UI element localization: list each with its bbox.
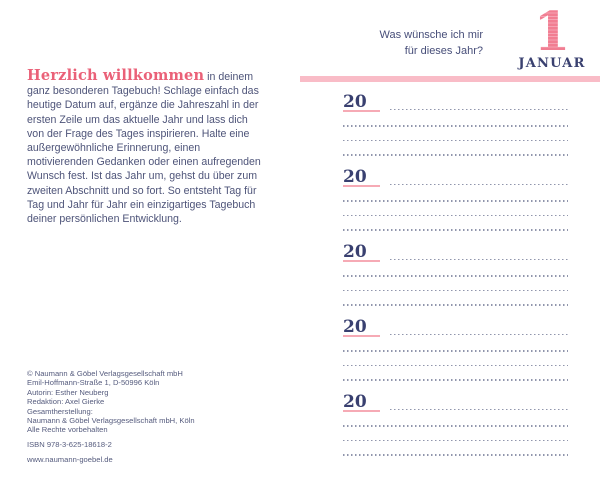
entry-line xyxy=(343,425,568,427)
year-entry-block xyxy=(343,392,568,458)
entry-line xyxy=(343,125,568,127)
welcome-heading: Herzlich willkommen xyxy=(27,67,205,84)
entry-line xyxy=(343,215,568,217)
date-block xyxy=(518,1,586,71)
year-entry-block xyxy=(343,242,568,308)
entry-line xyxy=(343,350,568,352)
year-entry-block xyxy=(343,92,568,158)
imprint-line: Naumann & Göbel Verlagsgesellschaft mbH, Köln xyxy=(27,416,195,426)
daily-question-line: Was wünsche ich mir xyxy=(379,29,483,41)
imprint-line: Redaktion: Axel Gierke xyxy=(27,397,105,407)
year-prefix: 20 xyxy=(343,320,380,337)
header-rule xyxy=(300,76,600,82)
daily-question-line: für dieses Jahr? xyxy=(404,44,483,57)
welcome-paragraph xyxy=(27,69,265,226)
year-entry-block xyxy=(343,167,568,233)
welcome-text: in deinem ganz besonderen Tagebuch! Schlage einfach das heutige Datum auf, ergänze die Jahreszahl in der ersten Zeile um das aktuelle Jahr und lass dich von der Frage des Tages inspirieren. Halte eine außergewöhnliche Erinnerung, einen motivierenden Gedanken oder einen aufregenden Wunsch fest. Ist das Jahr um, gehst du über zum zweiten Abschnitt und so fort. So entsteht Tag für Tag und Jahr für Jahr ein einzigartiges Tagebuch deiner persönlichen Entwicklung. xyxy=(27,71,261,226)
entry-line xyxy=(343,379,568,381)
entry-line xyxy=(343,454,568,456)
year-prefix: 20 xyxy=(343,395,380,412)
year-prefix: 20 xyxy=(343,95,380,112)
entry-line xyxy=(390,409,568,411)
day-number: 1 xyxy=(518,10,586,55)
entry-line xyxy=(343,365,568,367)
year-prefix: 20 xyxy=(343,245,380,262)
year-entry-block xyxy=(343,317,568,383)
daily-question xyxy=(300,28,483,59)
entry-line xyxy=(390,184,568,186)
imprint-line: Autorin: Esther Neuberg xyxy=(27,387,109,397)
entry-line xyxy=(390,259,568,261)
imprint-line: Alle Rechte vorbehalten xyxy=(27,425,108,435)
entry-line xyxy=(343,440,568,442)
entry-line xyxy=(390,334,568,336)
imprint xyxy=(27,369,195,465)
entry-line xyxy=(343,290,568,292)
entry-line xyxy=(343,140,568,142)
imprint-line: Gesamtherstellung: xyxy=(27,406,93,416)
imprint-line: Emil-Hoffmann-Straße 1, D-50996 Köln xyxy=(27,378,160,388)
entry-line xyxy=(343,304,568,306)
month-label: JANUAR xyxy=(518,56,586,71)
imprint-line: © Naumann & Göbel Verlagsgesellschaft mbH xyxy=(27,369,183,378)
entry-line xyxy=(390,109,568,111)
entry-line xyxy=(343,229,568,231)
year-prefix: 20 xyxy=(343,170,380,187)
isbn: ISBN 978-3-625-18618-2 xyxy=(27,439,112,449)
entry-line xyxy=(343,154,568,156)
entry-line xyxy=(343,200,568,202)
website-url: www.naumann-goebel.de xyxy=(27,455,113,465)
entry-line xyxy=(343,275,568,277)
